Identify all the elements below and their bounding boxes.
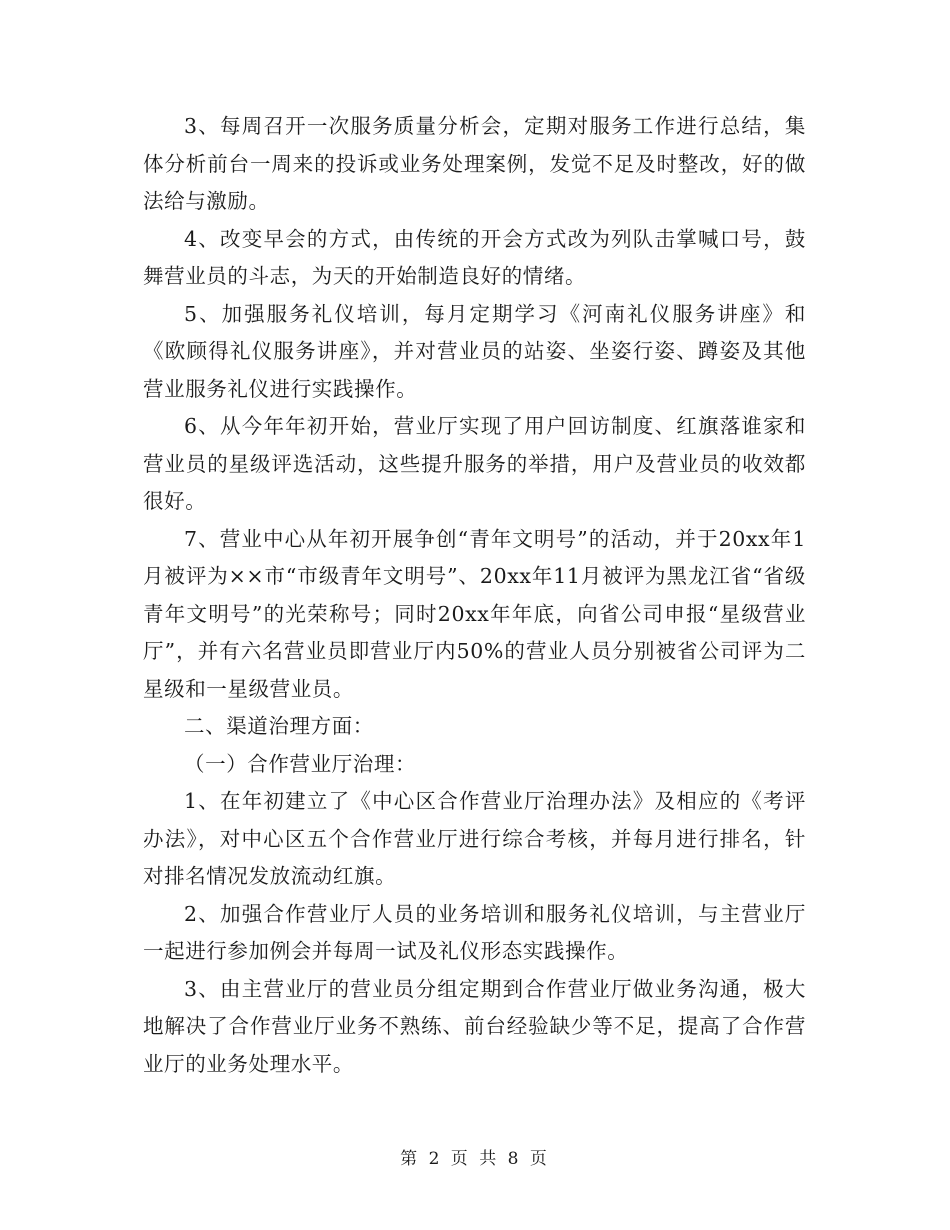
- paragraph-customer-visit: 6、从今年年初开始，营业厅实现了用户回访制度、红旗落谁家和营业员的星级评选活动，这些提升服务的举措，用户及营业员的收效都很好。: [143, 414, 806, 513]
- paragraph-business-communication: 3、由主营业厅的营业员分组定期到合作营业厅做业务沟通，极大地解决了合作营业厅业务不熟练、前台经验缺少等不足，提高了合作营业厅的业务处理水平。: [143, 976, 806, 1076]
- section-heading-channel-management: 二、渠道治理方面：: [184, 714, 374, 738]
- document-body: [143, 108, 806, 1083]
- paragraph-assessment-method: 1、在年初建立了《中心区合作营业厅治理办法》及相应的《考评办法》，对中心区五个合作营业厅进行综合考核，并每月进行排名，针对排名情况发放流动红旗。: [143, 789, 806, 888]
- paragraph-partner-training: 2、加强合作营业厅人员的业务培训和服务礼仪培训，与主营业厅一起进行参加例会并每周一试及礼仪形态实践操作。: [143, 901, 806, 963]
- subsection-heading-partner-halls: （一）合作营业厅治理：: [184, 751, 417, 776]
- page-number: 第 2 页 共 8 页: [400, 1149, 550, 1169]
- paragraph-service-analysis: 3、每周召开一次服务质量分析会，定期对服务工作进行总结，集体分析前台一周来的投诉或业务处理案例，发觉不足及时整改，好的做法给与激励。: [143, 114, 806, 213]
- paragraph-morning-meeting: 4、改变早会的方式，由传统的开会方式改为列队击掌喊口号，鼓舞营业员的斗志，为天的开始制造良好的情绪。: [143, 226, 806, 288]
- paragraph-etiquette-training: 5、加强服务礼仪培训，每月定期学习《河南礼仪服务讲座》和《欧顾得礼仪服务讲座》，并对营业员的站姿、坐姿行姿、蹲姿及其他营业服务礼仪进行实践操作。: [143, 301, 806, 401]
- page-footer: [0, 1144, 950, 1169]
- paragraph-civilization-award: 7、营业中心从年初开展争创“青年文明号”的活动，并于20xx年1月被评为××市“市级青年文明号”、20xx年11月被评为黑龙江省“省级青年文明号”的光荣称号；同时20xx年年底，向省公司申报“星级营业厅”，并有六名营业员即营业厅内50%的营业人员分别被省公司评为二星级和一星级营业员。: [143, 526, 806, 701]
